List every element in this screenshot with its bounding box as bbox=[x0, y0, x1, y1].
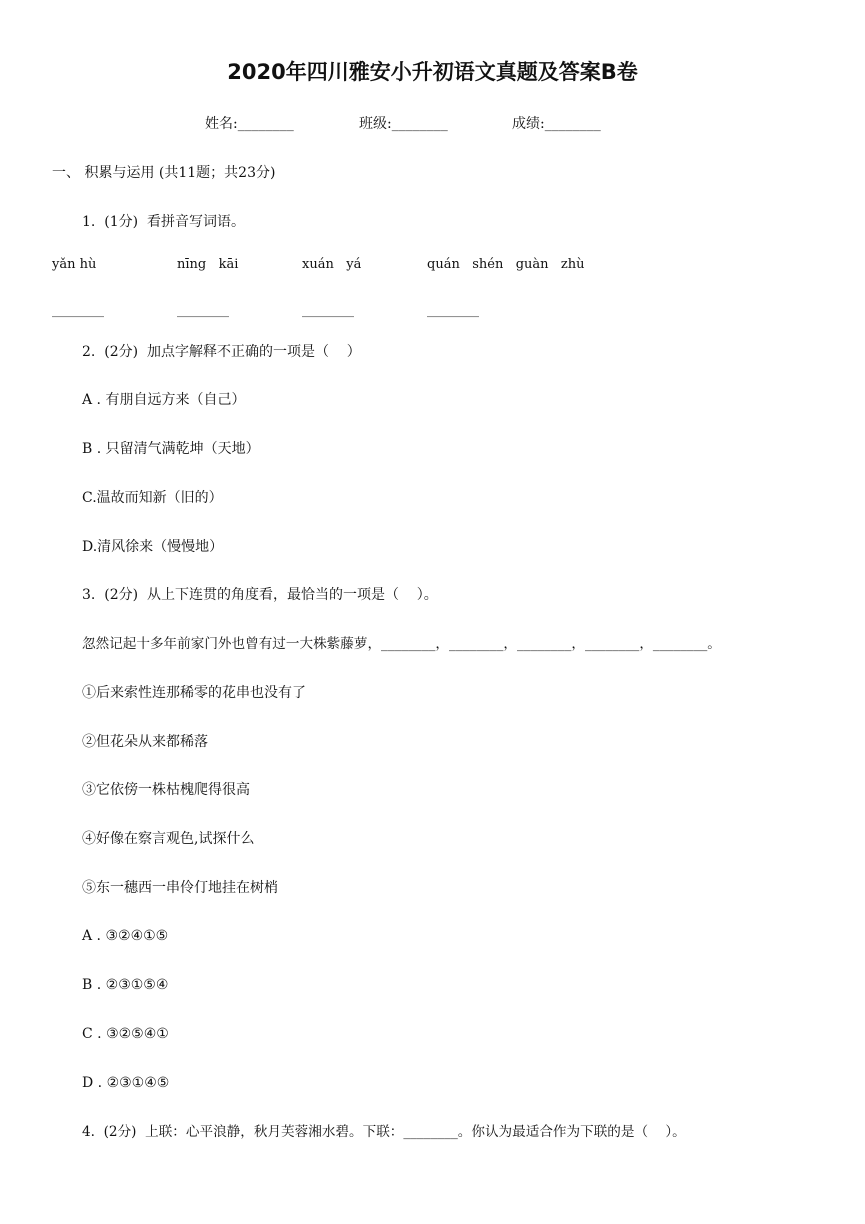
page-title: 2020年四川雅安小升初语文真题及答案B卷 bbox=[227, 60, 638, 84]
q2-option-b: B . 只留清气满乾坤（天地） bbox=[82, 441, 260, 457]
score-field: 成绩:________ bbox=[512, 116, 601, 132]
q3-item-2: ②但花朵从来都稀落 bbox=[82, 734, 208, 750]
q3-option-c: C . ③②⑤④① bbox=[82, 1026, 169, 1042]
answer-blank-2[interactable]: ________ bbox=[177, 303, 229, 318]
q3-passage: 忽然记起十多年前家门外也曾有过一大株紫藤萝，________，________，________，________，________。 bbox=[82, 636, 721, 652]
q3-option-a: A . ③②④①⑤ bbox=[82, 928, 169, 944]
q3-item-3: ③它依傍一株枯槐爬得很高 bbox=[82, 782, 250, 798]
q2-option-a: A . 有朋自远方来（自己） bbox=[82, 392, 246, 408]
question-1-stem: 1. (1分) 看拼音写词语。 bbox=[82, 214, 245, 230]
q3-item-4: ④好像在察言观色,试探什么 bbox=[82, 831, 255, 847]
answer-blank-1[interactable]: ________ bbox=[52, 303, 104, 318]
q3-item-1: ①后来索性连那稀零的花串也没有了 bbox=[82, 685, 306, 701]
question-2-stem: 2. (2分) 加点字解释不正确的一项是（ ） bbox=[82, 344, 361, 360]
answer-blank-3[interactable]: ________ bbox=[302, 303, 354, 318]
pinyin-1: yǎn hù bbox=[52, 257, 97, 272]
q3-option-b: B . ②③①⑤④ bbox=[82, 977, 169, 993]
pinyin-3: xuán yá bbox=[302, 257, 362, 272]
section-heading: 一、 积累与运用 (共11题；共23分) bbox=[52, 165, 276, 181]
q3-option-d: D . ②③①④⑤ bbox=[82, 1075, 170, 1091]
name-field: 姓名:________ bbox=[205, 116, 294, 132]
answer-blank-4[interactable]: ________ bbox=[427, 303, 479, 318]
q2-option-c: C.温故而知新（旧的） bbox=[82, 490, 223, 506]
pinyin-4: quán shén guàn zhù bbox=[427, 257, 585, 272]
question-4-stem: 4. (2分) 上联：心平浪静，秋月芙蓉湘水碧。下联：________。你认为最适合作为下联的是（ ）。 bbox=[82, 1124, 686, 1140]
q2-option-d: D.清风徐来（慢慢地） bbox=[82, 539, 224, 555]
pinyin-2: nīng kāi bbox=[177, 257, 239, 272]
q3-item-5: ⑤东一穗西一串伶仃地挂在树梢 bbox=[82, 880, 278, 896]
class-field: 班级:________ bbox=[359, 116, 448, 132]
question-3-stem: 3. (2分) 从上下连贯的角度看，最恰当的一项是（ ）。 bbox=[82, 587, 438, 603]
